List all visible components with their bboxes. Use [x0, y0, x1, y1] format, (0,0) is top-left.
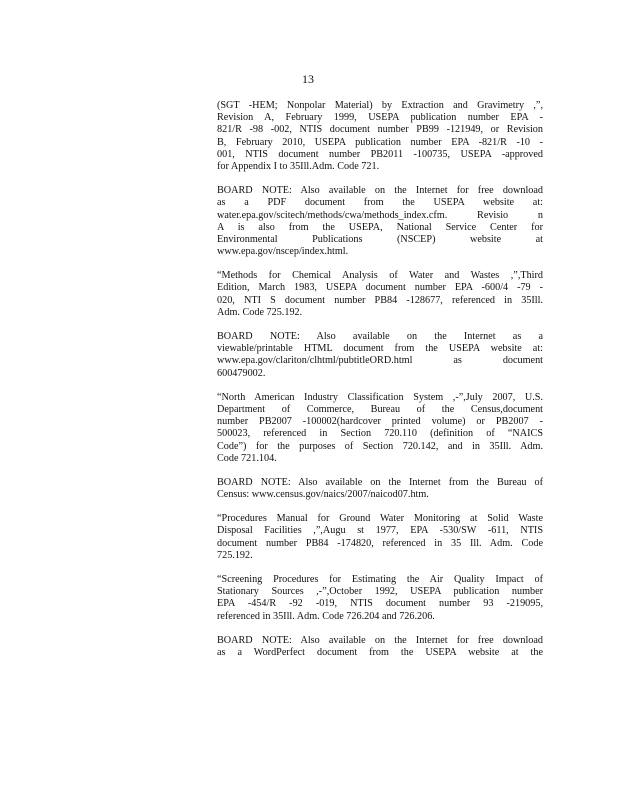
text-line: Revision A, February 1999, USEPA publication number EPA -: [217, 112, 543, 124]
text-line: www.epa.gov/nscep/index.html.: [217, 246, 349, 258]
board-note: [217, 185, 543, 258]
text-line: 500023, referenced in Section 720.110 (definition of “NAICS: [217, 428, 543, 440]
paragraph: [217, 574, 543, 623]
text-line: water.epa.gov/scitech/methods/cwa/methods_index.cfm. Revisio n: [217, 209, 543, 221]
text-line: “North American Industry Classification System ,-”,July 2007, U.S.: [217, 391, 543, 403]
text-line: Environmental Publications (NSCEP) website at: [217, 233, 543, 245]
paragraph: [217, 392, 543, 465]
text-line: BOARD NOTE: Also available on the Internet for free download: [217, 185, 543, 197]
text-line: B, February 2010, USEPA publication number EPA -821/R -10 -: [217, 136, 543, 148]
text-line: referenced in 35Ill. Adm. Code 726.204 and 726.206.: [217, 610, 435, 622]
text-line: A is also from the USEPA, National Service Center for: [217, 221, 543, 233]
text-line: as a PDF document from the USEPA website at:: [217, 197, 543, 209]
text-line: www.epa.gov/clariton/clhtml/pubtitleORD.html as document: [217, 355, 543, 367]
text-line: 600479002.: [217, 367, 266, 379]
text-line: Code 721.104.: [217, 452, 277, 464]
text-line: Edition, March 1983, USEPA document number EPA -600/4 -79 -: [217, 282, 543, 294]
text-line: (SGT -HEM; Nonpolar Material) by Extraction and Gravimetry ,”,: [217, 100, 543, 111]
paragraph: [217, 513, 543, 562]
text-line: Disposal Facilities ,”,Augu st 1977, EPA -530/SW -611, NTIS: [217, 525, 543, 537]
board-note: [217, 635, 543, 659]
text-line: Census: www.census.gov/naics/2007/naicod07.htm.: [217, 489, 429, 501]
text-line: 725.192.: [217, 549, 253, 561]
text-line: BOARD NOTE: Also available on the Internet for free download: [217, 634, 543, 646]
paragraph: [217, 270, 543, 319]
text-line: viewable/printable HTML document from the USEPA website at:: [217, 343, 543, 355]
text-line: 020, NTI S document number PB84 -128677, referenced in 35Ill.: [217, 294, 543, 306]
text-line: “Methods for Chemical Analysis of Water and Wastes ,”,Third: [217, 270, 543, 282]
text-line: as a WordPerfect document from the USEPA website at the: [217, 646, 543, 658]
document-body: [217, 100, 543, 671]
board-note: [217, 331, 543, 380]
board-note: [217, 477, 543, 501]
text-line: 001, NTIS document number PB2011 -100735, USEPA -approved: [217, 148, 543, 160]
page-number: 13: [302, 72, 314, 86]
text-line: document number PB84 -174820, referenced in 35 Ill. Adm. Code: [217, 537, 543, 549]
text-line: “Procedures Manual for Ground Water Monitoring at Solid Waste: [217, 513, 543, 525]
paragraph: [217, 100, 543, 173]
text-line: Stationary Sources ,-”,October 1992, USEPA publication number: [217, 586, 543, 598]
text-line: number PB2007 -100002(hardcover printed volume) or PB2007 -: [217, 416, 543, 428]
text-line: BOARD NOTE: Also available on the Internet from the Bureau of: [217, 476, 543, 488]
text-line: Adm. Code 725.192.: [217, 306, 303, 318]
text-line: BOARD NOTE: Also available on the Internet as a: [217, 331, 543, 342]
text-line: EPA -454/R -92 -019, NTIS document number 93 -219095,: [217, 598, 543, 610]
text-line: for Appendix I to 35Ill.Adm. Code 721.: [217, 160, 380, 172]
text-line: 821/R -98 -002, NTIS document number PB99 -121949, or Revision: [217, 124, 543, 136]
text-line: Code”) for the purposes of Section 720.142, and in 35Ill. Adm.: [217, 440, 543, 452]
text-line: “Screening Procedures for Estimating the Air Quality Impact of: [217, 574, 543, 585]
text-line: Department of Commerce, Bureau of the Census,document: [217, 403, 543, 415]
